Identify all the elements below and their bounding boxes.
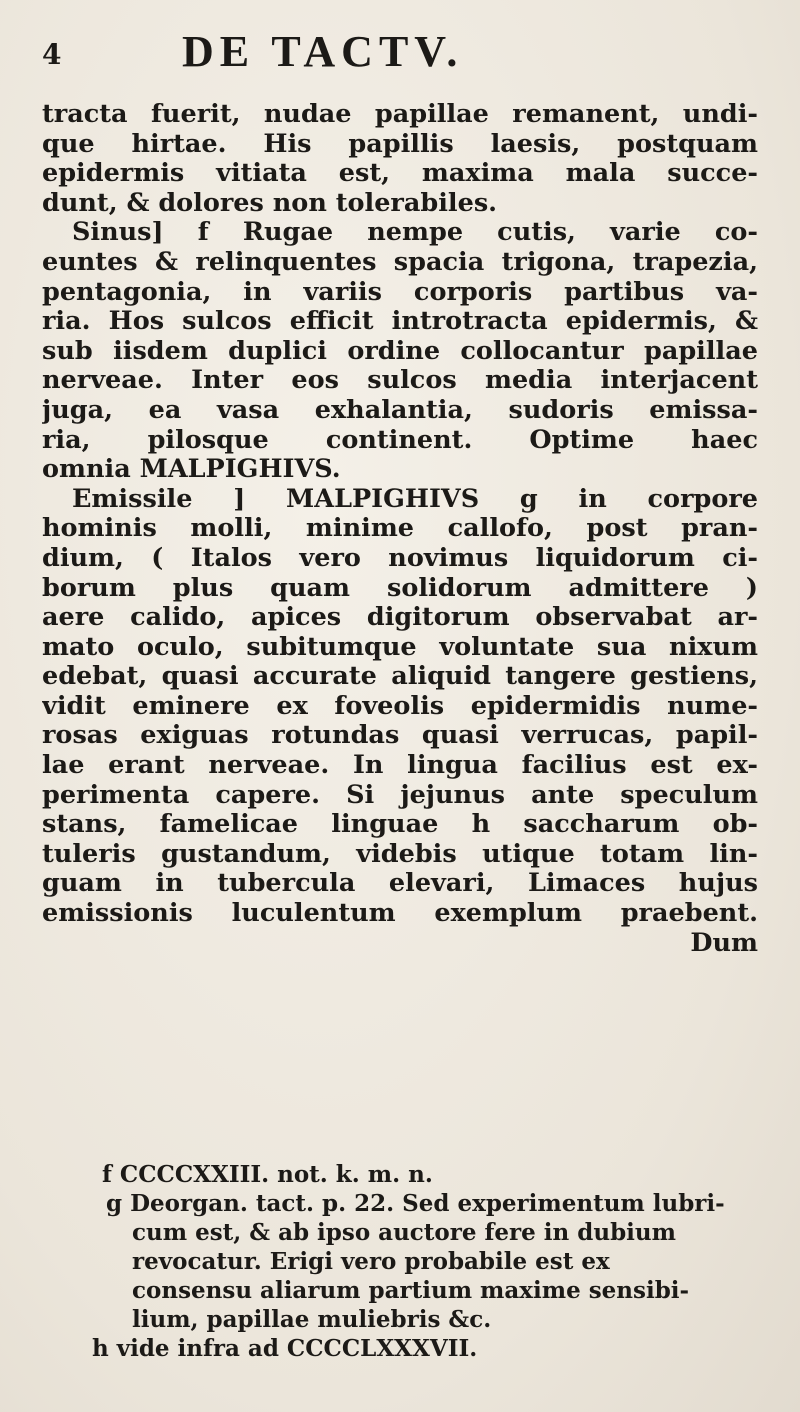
text-line: guam in tubercula elevari, Limaces hujus — [42, 869, 758, 899]
text-line: mato oculo, subitumque voluntate sua nixum — [42, 632, 758, 662]
text-line: Emissile ] MALPIGHIVS g in corpore — [72, 484, 758, 514]
footnotes — [42, 1160, 758, 1363]
text-line: Sinus] f Rugae nempe cutis, varie co- — [72, 218, 758, 248]
text-line: borum plus quam solidorum admittere ) — [42, 573, 758, 603]
text-line: lae erant nerveae. In lingua facilius est ex- — [42, 751, 758, 781]
page-number: 4 — [42, 38, 62, 71]
text-line: tracta fuerit, nudae papillae remanent, undi- — [42, 100, 758, 129]
text-line: dunt, & dolores non tolerabiles. — [42, 188, 498, 218]
footnote-line: cum est, & ab ipso auctore fere in dubium — [132, 1219, 676, 1246]
text-line: euntes & relinquentes spacia trigona, trapezia, — [42, 247, 758, 277]
text-line: edebat, quasi accurate aliquid tangere gestiens, — [42, 662, 758, 692]
text-line: ria. Hos sulcos efficit introtracta epidermis, & — [42, 307, 758, 337]
page-header — [42, 20, 762, 80]
text-line: juga, ea vasa exhalantia, sudoris emissa- — [42, 395, 758, 425]
footnote-g: g Deorgan. tact. p. 22. Sed experimentum lubri- — [106, 1190, 725, 1217]
text-line: tuleris gustandum, videbis utique totam lin- — [42, 839, 758, 869]
text-line: rosas exiguas rotundas quasi verrucas, papil- — [42, 721, 758, 751]
body-text — [42, 100, 758, 958]
footnote-line: revocatur. Erigi vero probabile est ex — [132, 1248, 610, 1275]
footnote-line: consensu aliarum partium maxime sensibi- — [132, 1277, 690, 1304]
footnote-line: lium, papillae muliebris &c. — [132, 1306, 492, 1333]
text-line: nerveae. Inter eos sulcos media interjacent — [42, 366, 758, 396]
text-line: epidermis vitiata est, maxima mala succe- — [42, 159, 758, 189]
text-line: que hirtae. His papillis laesis, postquam — [42, 129, 758, 159]
text-line: aere calido, apices digitorum observabat ar- — [42, 603, 758, 633]
text-line: hominis molli, minime callofo, post pran- — [42, 514, 758, 544]
text-line: omnia MALPIGHIVS. — [42, 455, 341, 485]
text-line: dium, ( Italos vero novimus liquidorum ci- — [42, 543, 758, 573]
text-line: pentagonia, in variis corporis partibus va- — [42, 277, 758, 307]
text-line: emissionis luculentum exemplum praebent. — [42, 899, 758, 929]
footnote-h: h vide infra ad CCCCLXXXVII. — [92, 1335, 478, 1362]
catchword: Dum — [690, 928, 758, 958]
footnote-f: f CCCCXXIII. not. k. m. n. — [102, 1161, 433, 1188]
text-line: sub iisdem duplici ordine collocantur papillae — [42, 336, 758, 366]
text-line: vidit eminere ex foveolis epidermidis nume- — [42, 691, 758, 721]
text-line: stans, famelicae linguae h saccharum ob- — [42, 810, 758, 840]
running-head: DE TACTV. — [182, 27, 464, 76]
text-line: ria, pilosque continent. Optime haec — [42, 425, 758, 455]
text-line: perimenta capere. Si jejunus ante speculum — [42, 780, 758, 810]
